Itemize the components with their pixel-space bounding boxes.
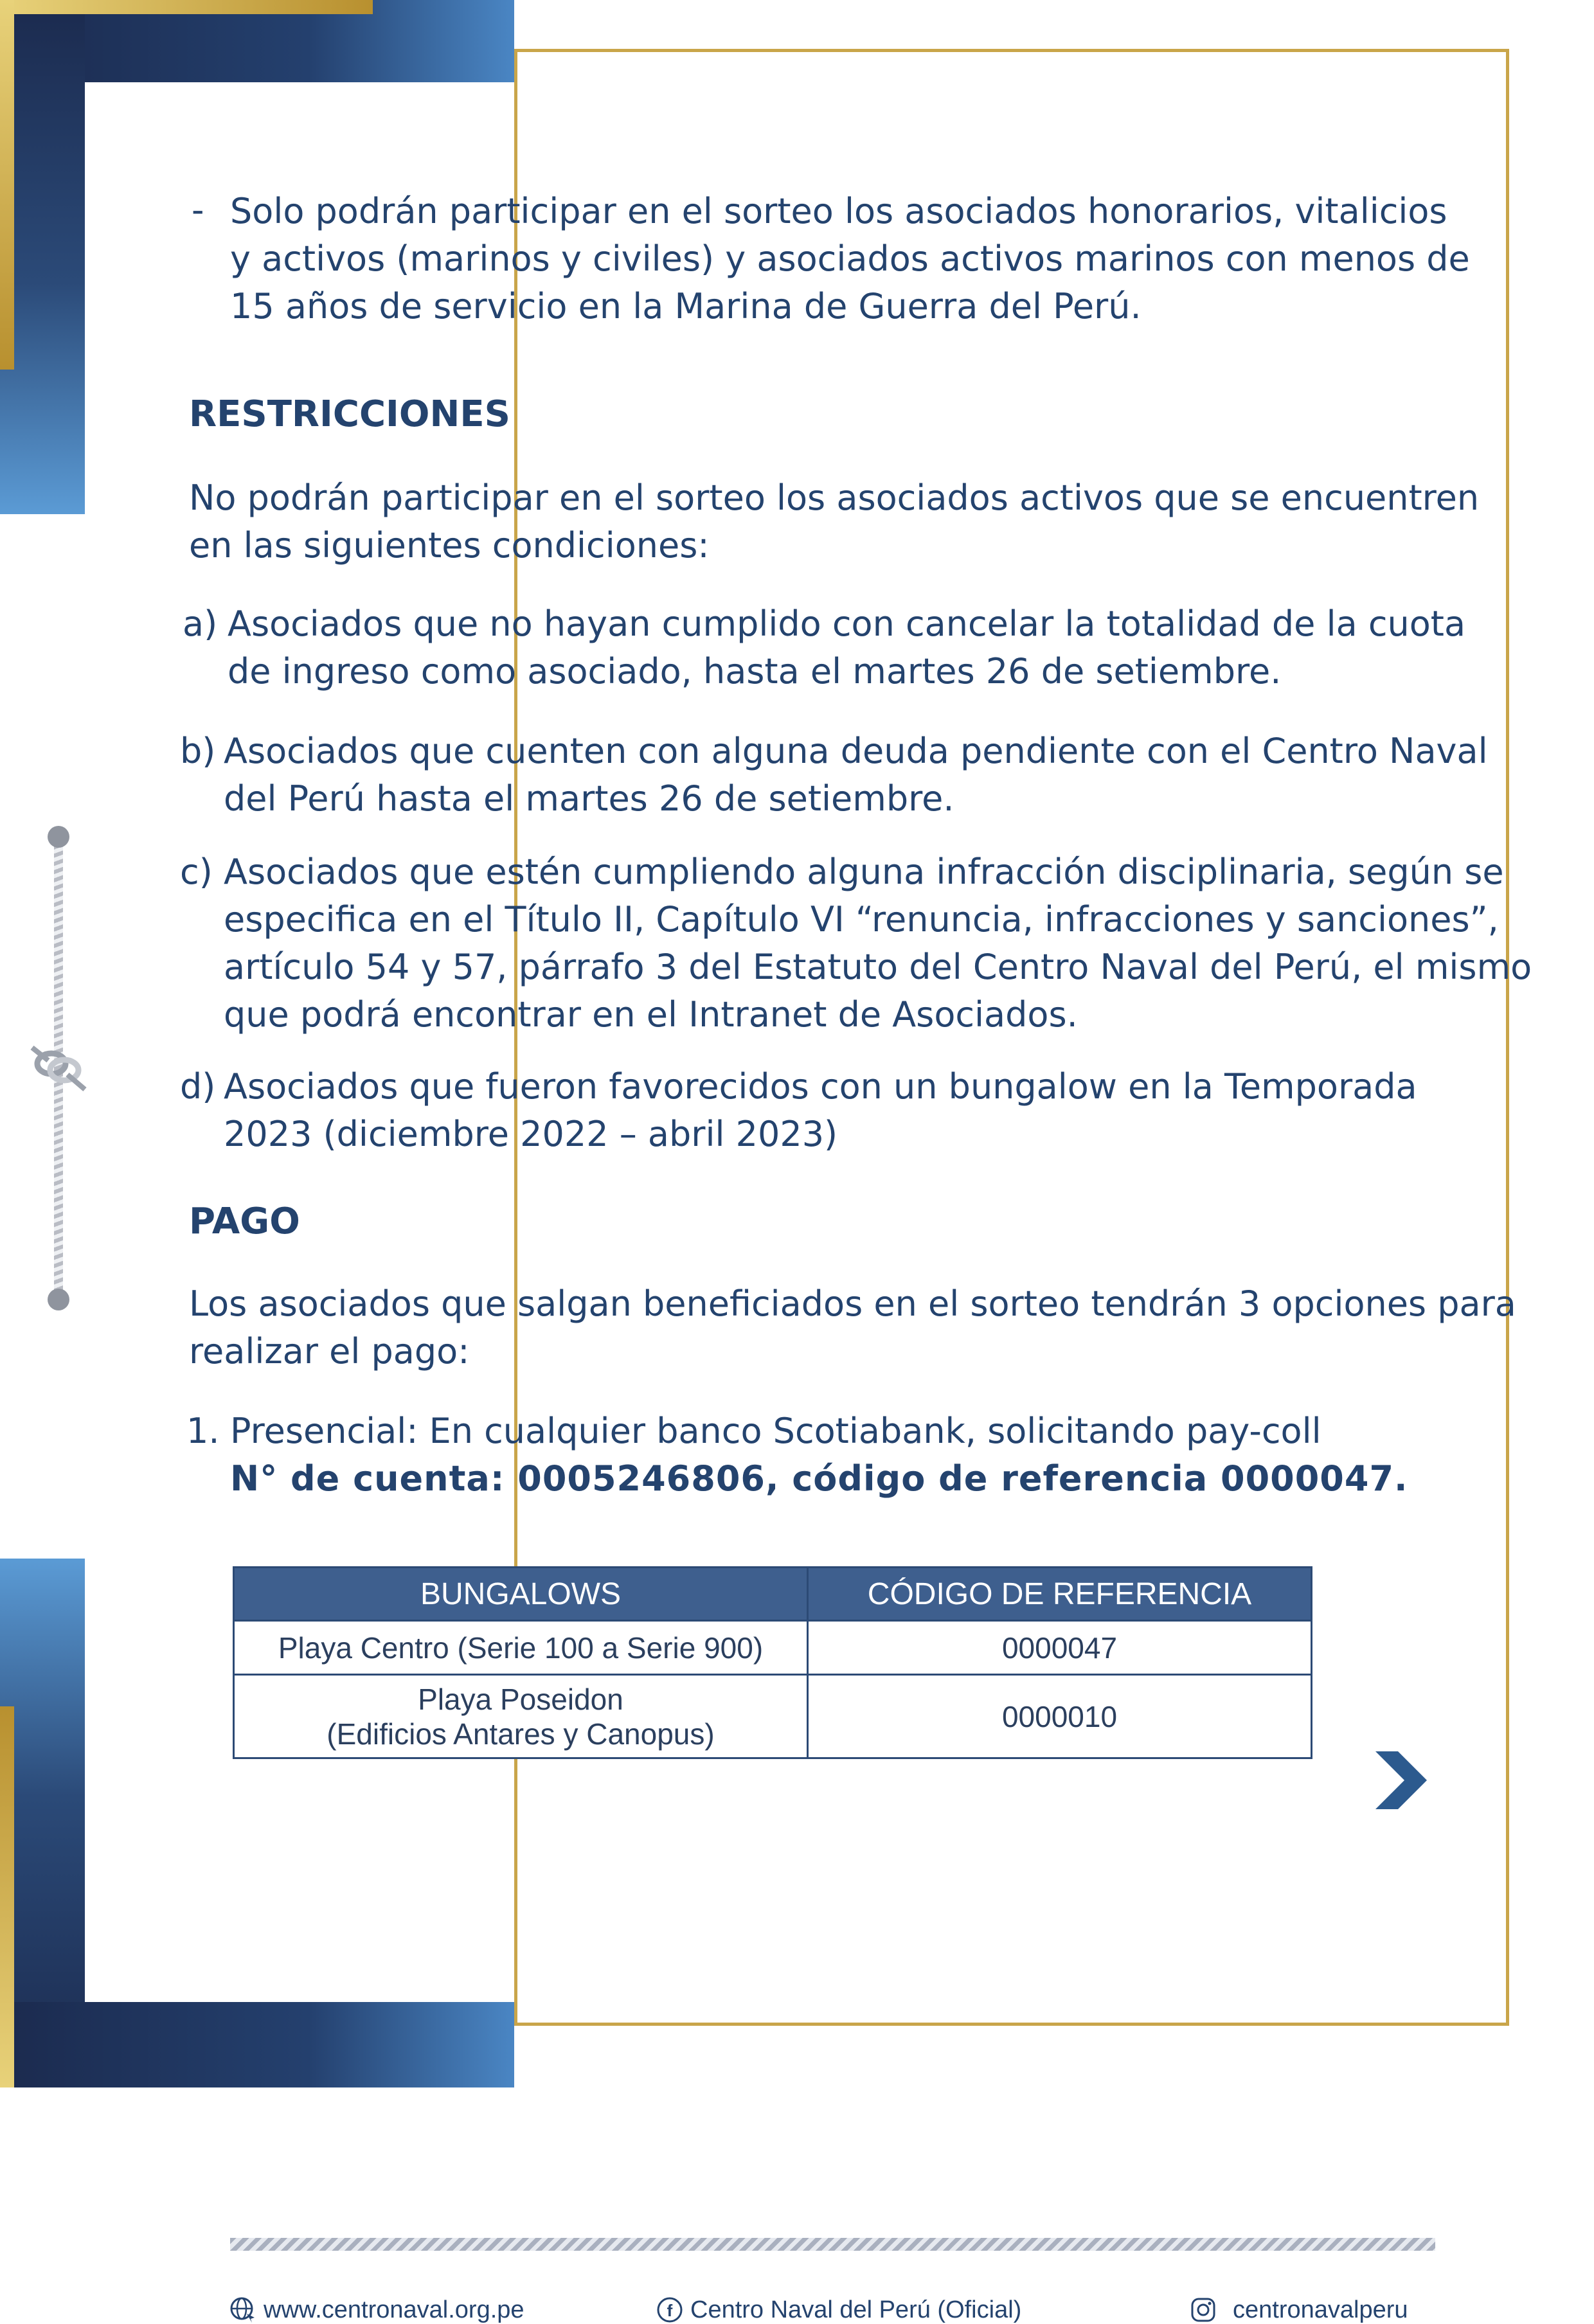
pago-intro-line: Los asociados que salgan beneficiados en el sorteo tendrán 3 opciones para — [189, 1283, 1516, 1324]
svg-text:f: f — [667, 2301, 673, 2320]
pago-intro-line: realizar el pago: — [189, 1331, 470, 1372]
restriction-line: de ingreso como asociado, hasta el martes 26 de setiembre. — [228, 651, 1282, 692]
instagram-icon — [1189, 2296, 1217, 2324]
restriction-line: Asociados que fueron favorecidos con un bungalow en la Temporada — [224, 1066, 1417, 1107]
website-link[interactable]: www.centronaval.org.pe — [264, 2296, 524, 2323]
item-marker-d: d) — [180, 1066, 216, 1107]
pago-heading: PAGO — [189, 1201, 300, 1242]
corner-decoration-bottom-left — [0, 2002, 514, 2087]
rope-end-top — [48, 826, 69, 848]
table-row — [234, 1675, 1312, 1758]
restricciones-intro-line: No podrán participar en el sorteo los asociados activos que se encuentren — [189, 478, 1480, 518]
bungalow-name: Playa Centro (Serie 100 a Serie 900) — [278, 1631, 764, 1665]
restriction-line: 2023 (diciembre 2022 – abril 2023) — [224, 1114, 838, 1154]
eligibility-line: y activos (marinos y civiles) y asociados activos marinos con menos de — [230, 238, 1470, 279]
bullet-dash: - — [192, 190, 204, 230]
next-page-chevron-icon[interactable] — [1369, 1751, 1433, 1809]
facebook-icon — [656, 2296, 684, 2324]
restriction-item-b — [224, 728, 1488, 823]
bungalow-cell — [234, 1675, 808, 1758]
gold-strip-bottom-left — [0, 1706, 14, 2087]
footer-instagram[interactable] — [1189, 2296, 1408, 2324]
payment-option-1 — [230, 1408, 1408, 1503]
eligibility-line: 15 años de servicio en la Marina de Guerra del Perú. — [230, 286, 1142, 326]
gold-strip-left — [0, 0, 14, 370]
restriction-item-d — [224, 1063, 1417, 1158]
restriction-line: Asociados que cuenten con alguna deuda pendiente con el Centro Naval — [224, 731, 1488, 771]
item-marker-c: c) — [180, 852, 213, 892]
restriction-line: del Perú hasta el martes 26 de setiembre. — [224, 778, 954, 819]
restriction-line: que podrá encontrar en el Intranet de Asociados. — [224, 994, 1078, 1035]
facebook-link[interactable]: Centro Naval del Perú (Oficial) — [690, 2296, 1022, 2323]
pago-intro — [189, 1280, 1516, 1375]
item-marker-1: 1. — [186, 1411, 220, 1451]
rope-knot-icon — [26, 1035, 90, 1099]
restriction-item-a — [228, 600, 1465, 695]
restricciones-intro-line: en las siguientes condiciones: — [189, 525, 710, 566]
restriction-line: especifica en el Título II, Capítulo VI “renuncia, infracciones y sanciones”, — [224, 899, 1499, 940]
restriction-line: Asociados que no hayan cumplido con cancelar la totalidad de la cuota — [228, 603, 1466, 644]
rope-end-bottom — [48, 1289, 69, 1310]
code-cell: 0000010 — [808, 1675, 1312, 1758]
bungalow-cell — [234, 1621, 808, 1675]
eligibility-line: Solo podrán participar en el sorteo los asociados honorarios, vitalicios — [230, 191, 1447, 231]
footer-facebook[interactable] — [656, 2296, 1021, 2324]
restriction-item-c — [224, 848, 1532, 1039]
column-header: BUNGALOWS — [234, 1568, 808, 1621]
footer-rope-divider — [230, 2238, 1435, 2251]
gold-strip-top — [0, 0, 373, 14]
globe-icon — [229, 2296, 257, 2324]
restricciones-intro — [189, 474, 1479, 569]
payment-option-line: Presencial: En cualquier banco Scotiabank, solicitando pay-coll — [230, 1411, 1321, 1451]
bungalow-name: Playa Poseidon — [418, 1682, 623, 1716]
column-header: CÓDIGO DE REFERENCIA — [808, 1568, 1312, 1621]
reference-code-table — [233, 1566, 1312, 1759]
restriction-line: Asociados que estén cumpliendo alguna infracción disciplinaria, según se — [224, 852, 1504, 892]
restricciones-heading: RESTRICCIONES — [189, 393, 510, 435]
code-cell: 0000047 — [808, 1621, 1312, 1675]
eligibility-text — [230, 188, 1470, 330]
instagram-link[interactable]: centronavalperu — [1233, 2296, 1408, 2323]
bungalow-name: (Edificios Antares y Canopus) — [327, 1717, 715, 1751]
item-marker-b: b) — [180, 731, 216, 771]
item-marker-a: a) — [183, 603, 218, 644]
table-header-row — [234, 1568, 1312, 1621]
table-row — [234, 1621, 1312, 1675]
footer-website[interactable] — [229, 2296, 524, 2324]
account-number-line: N° de cuenta: 0005246806, código de referencia 0000047. — [230, 1458, 1408, 1499]
restriction-line: artículo 54 y 57, párrafo 3 del Estatuto del Centro Naval del Perú, el mismo — [224, 947, 1532, 987]
